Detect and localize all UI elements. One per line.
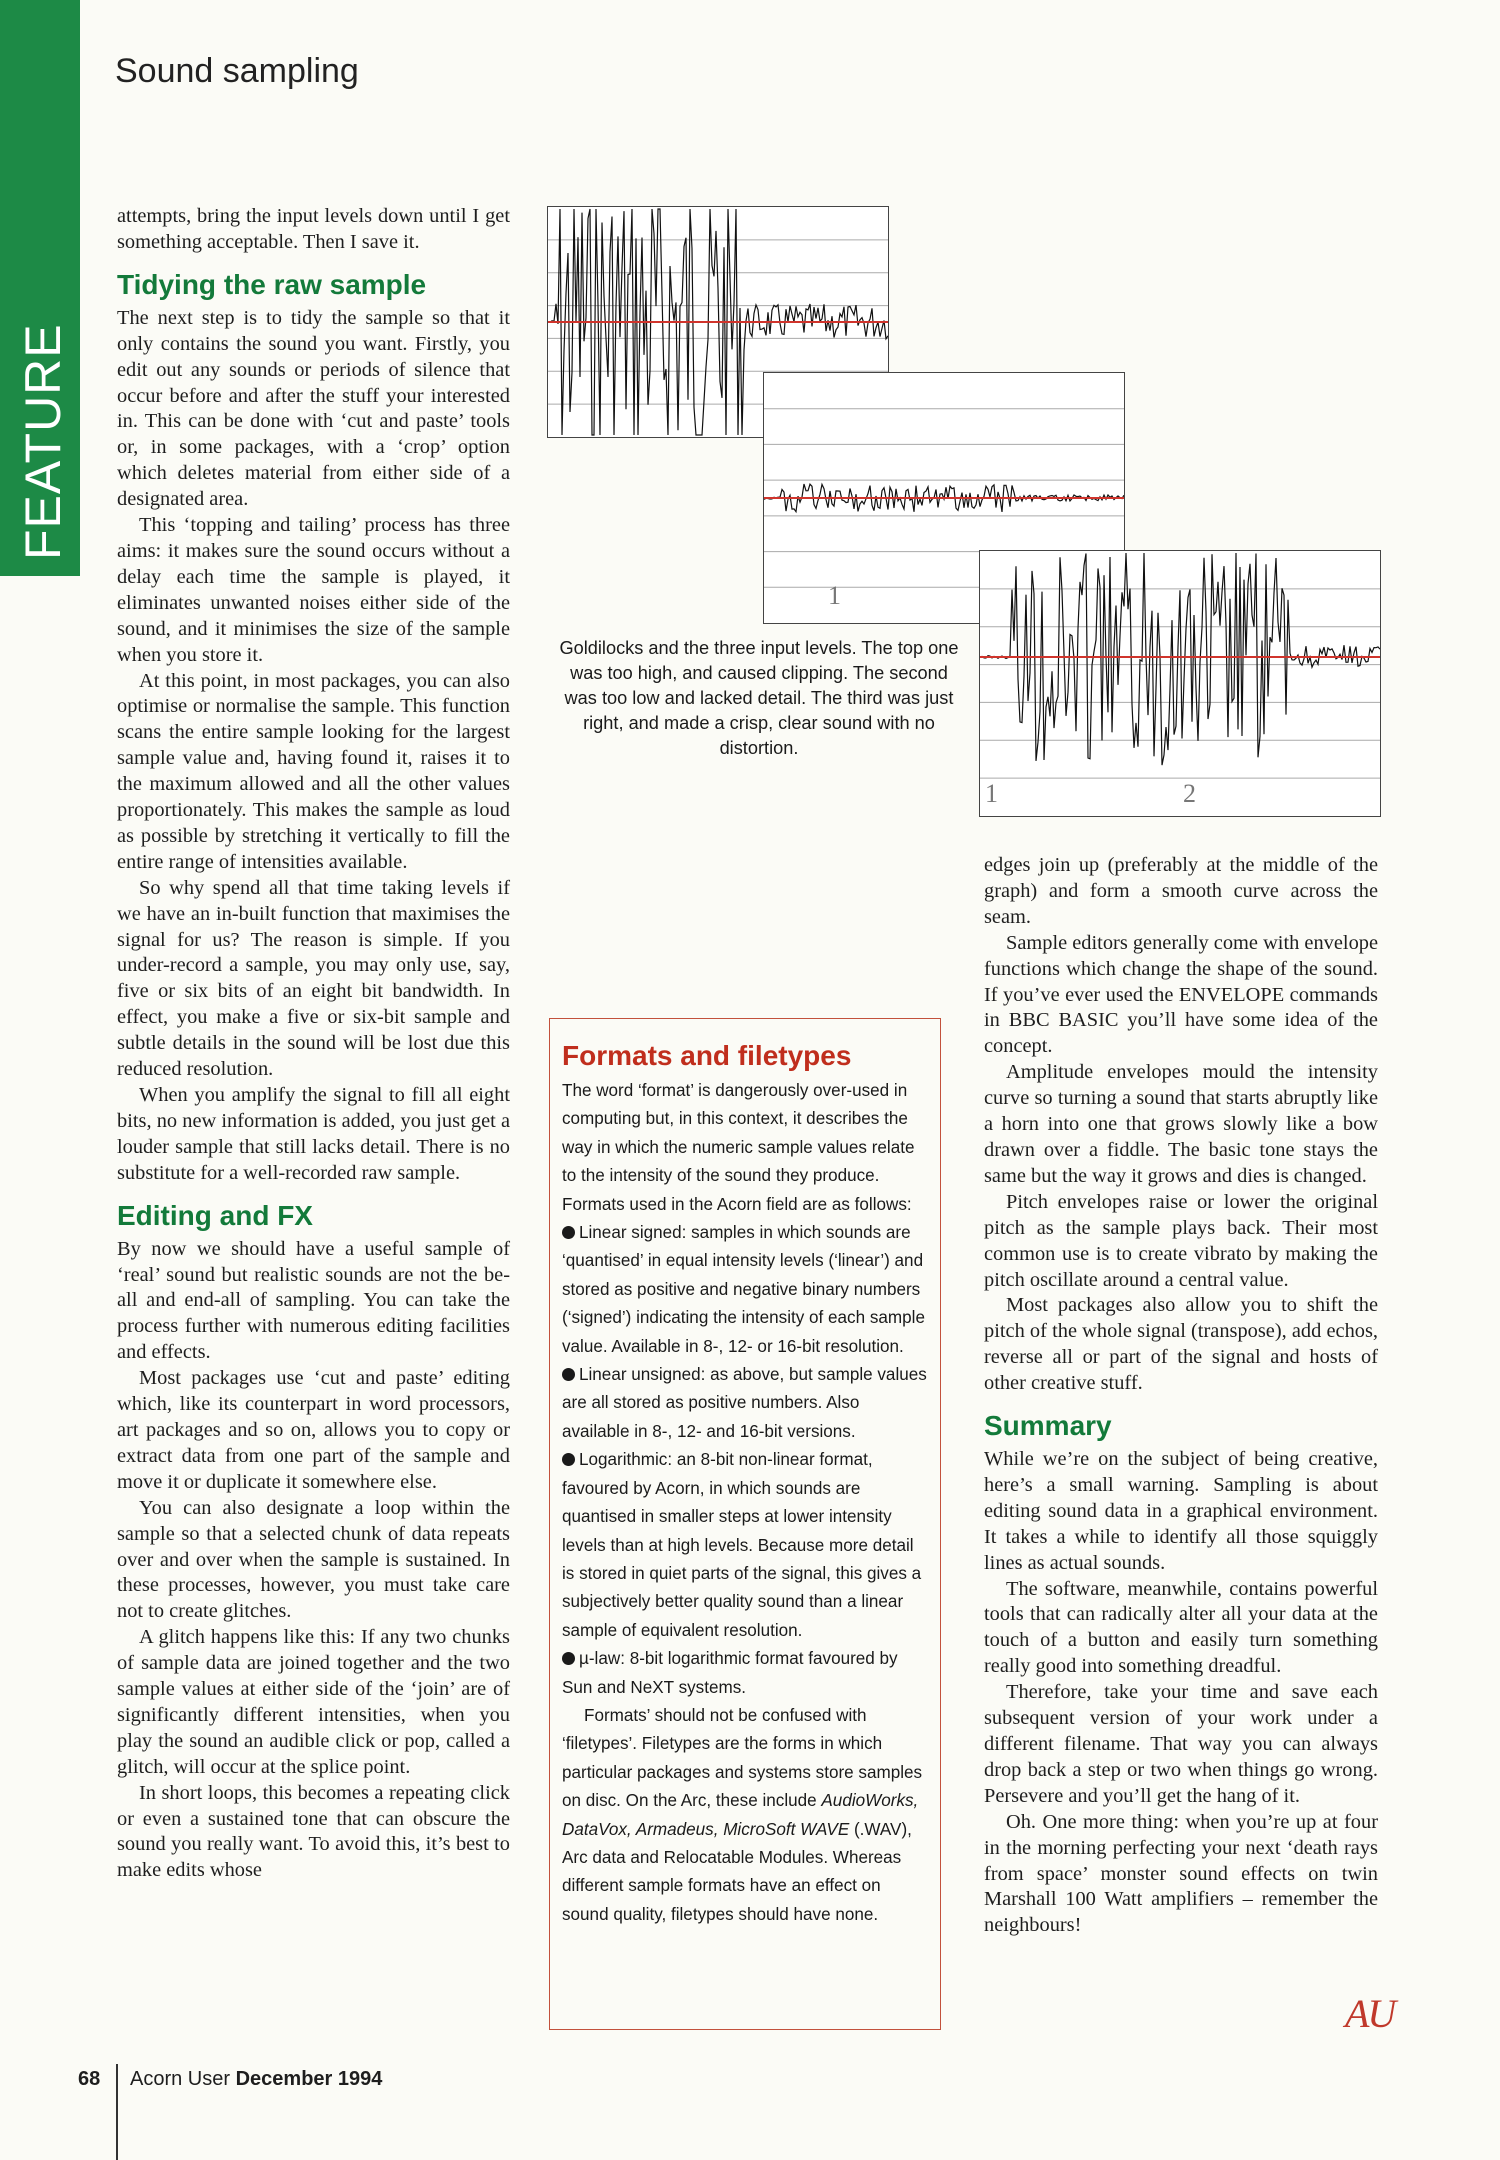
- bullet-icon: [562, 1453, 575, 1466]
- footer-rule: [116, 2064, 118, 2160]
- bullet-icon: [562, 1226, 575, 1239]
- paragraph: Pitch envelopes raise or lower the original pitch as the sample plays back. Their most common use is to create vibrato by making the pitch oscillate around a central value.: [984, 1190, 1378, 1291]
- paragraph: While we’re on the subject of being creative, here’s a small warning. Sampling is about editing sound data in a graphical environment. It takes a while to identify all those squiggly lines as actual sounds.: [984, 1448, 1378, 1574]
- section-tab-label: FEATURE: [15, 323, 71, 560]
- paragraph: Sample editors generally come with envelope functions which change the shape of the sound. If you’ve ever used the ENVELOPE commands in BBC BASIC you’ll have some idea of the concept.: [984, 931, 1379, 1058]
- heading-summary: Summary: [984, 1410, 1112, 1442]
- paragraph: So why spend all that time taking levels if we have an in-built function that maximises the signal for us? The reason is simple. If you under-record a sample, you may only use, say, five or six bits of an eight bit bandwidth. In effect, you make a five or six-bit sample and subtle details in the sound will be lost due this reduced resolution.: [117, 876, 510, 1081]
- paragraph: Therefore, take your time and save each subsequent version of your work under a different filename. That way you can always drop back a step or two when things go wrong. Persevere and you’ll get the hang of it.: [984, 1681, 1378, 1807]
- paragraph: When you amplify the signal to fill all eight bits, no new information is added, you just get a louder sample that still lacks detail. There is no substitute for a well-recorded raw sample.: [117, 1084, 510, 1184]
- paragraph: You can also designate a loop within the sample so that a selected chunk of data repeats over and over when the sample is sustained. In these processes, however, you must take care not to create glitches.: [117, 1496, 510, 1623]
- heading-tidying: Tidying the raw sample: [117, 268, 427, 300]
- bullet-item: Linear signed: samples in which sounds are ‘quantised’ in equal intensity levels (‘linear’) and stored as positive and negative binary numbers (‘signed’) indicating the intensity of each sample value. Available in 8-, 12- or 16-bit resolution.: [562, 1223, 925, 1356]
- heading-editing: Editing and FX: [117, 1199, 313, 1231]
- graph-axis-label: 2: [1183, 779, 1196, 808]
- column-c: [984, 853, 1378, 1939]
- paragraph: In short loops, this becomes a repeating click or even a sustained tone that can obscure the sound you really want. To avoid this, it’s best to make edits whose: [117, 1781, 510, 1882]
- figure-caption: Goldilocks and the three input levels. The top one was too high, and caused clipping. The second was too low and lacked detail. The third was just right, and made a crisp, clear sound with no distortion.: [559, 638, 959, 758]
- bullet-icon: [562, 1368, 575, 1381]
- bullet-icon: [562, 1652, 575, 1665]
- paragraph: By now we should have a useful sample of ‘real’ sound but realistic sounds are not the be-all and end-all of sampling. You can take the process further with numerous editing facilities and effects.: [117, 1237, 510, 1364]
- sidebar-formats: [549, 1018, 941, 2030]
- footer-publication: Acorn User December 1994: [130, 2068, 383, 2090]
- end-logo: AU: [1345, 1991, 1395, 2036]
- paragraph: This ‘topping and tailing’ process has three aims: it makes sure the sound occurs without a delay each time the sample is played, it eliminates unwanted noises either side of the sound, and it minimises the size of the sample when you store it.: [117, 514, 510, 666]
- paragraph: The next step is to tidy the sample so that it only contains the sound you want. Firstly, you edit out any sounds or periods of silence that occur before and after the stuff your interested in. This can be done with ‘cut and paste’ tools or, in some packages, with a ‘crop’ option which deletes material from either side of a designated area.: [117, 306, 510, 511]
- paragraph: Most packages also allow you to shift the pitch of the whole signal (transpose), add echos, reverse all or part of the signal and hosts of other creative stuff.: [984, 1294, 1378, 1395]
- column-a: [117, 204, 510, 1884]
- section-title: Sound sampling: [115, 52, 359, 90]
- sidebar-title: Formats and filetypes: [562, 1040, 852, 1071]
- paragraph: Amplitude envelopes mould the intensity curve so turning a sound that starts abruptly like a horn into one that grows slowly like a bow drawn over a fiddle. The basic tone stays the same but the way it grows and dies is changed.: [984, 1061, 1378, 1187]
- bullet-item: Logarithmic: an 8-bit non-linear format, favoured by Acorn, in which sounds are quantised in smaller steps at lower intensity levels than at high levels. Because more detail is stored in quiet parts of the signal, this gives a subjectively better quality sound than a linear sample of equivalent resolution.: [562, 1450, 922, 1640]
- sidebar-outro: Formats’ should not be confused with ‘filetypes’. Filetypes are the forms in which particular packages and systems store samples on disc. On the Arc, these include AudioWorks, DataVox, Armadeus, MicroSoft WAVE (.WAV), Arc data and Relocatable Modules. Whereas different sample formats have an effect on sound quality, filetypes should have none.: [562, 1705, 923, 1924]
- paragraph: At this point, in most packages, you can also optimise or normalise the sample. This function scans the entire sample looking for the largest sample value and, having found it, raises it to the maximum allowed and all the other values proportionately. This makes the sample as loud as possible by stretching it vertically to fill the entire range of intensities available.: [117, 669, 510, 873]
- waveform-graph-correct: [979, 550, 1381, 817]
- paragraph: attempts, bring the input levels down until I get something acceptable. Then I save it.: [117, 205, 510, 253]
- paragraph: Most packages use ‘cut and paste’ editing which, like its counterpart in word processors, art packages and so on, allows you to copy or extract data from one part of the sample and move it or duplicate it somewhere else.: [117, 1367, 510, 1493]
- sidebar-intro: The word ‘format’ is dangerously over-used in computing but, in this context, it describes the way in which the numeric sample values relate to the intensity of the sound they produce. Formats used in the Acorn field are as follows:: [562, 1081, 915, 1214]
- paragraph: The software, meanwhile, contains powerful tools that can radically alter all your data at the touch of a button and easily turn something really good into something dreadful.: [984, 1577, 1378, 1678]
- paragraph: edges join up (preferably at the middle of the graph) and form a smooth curve across the seam.: [984, 854, 1378, 928]
- graph-axis-label: 1: [985, 779, 998, 808]
- bullet-item: Linear unsigned: as above, but sample values are all stored as positive numbers. Also available in 8-, 12- and 16-bit versions.: [562, 1365, 927, 1441]
- paragraph: Oh. One more thing: when you’re up at four in the morning perfecting your next ‘death rays from space’ monster sound effects on twin Marshall 100 Watt amplifiers – remember the neighbours!: [984, 1810, 1378, 1937]
- graph-axis-label: 1: [828, 581, 841, 610]
- bullet-item: µ-law: 8-bit logarithmic format favoured by Sun and NeXT systems.: [562, 1649, 898, 1697]
- paragraph: A glitch happens like this: If any two chunks of sample data are joined together and the two sample values at either side of the ‘join’ are of significantly different intensities, when you play the sound an audible click or pop, called a glitch, will occur at the splice point.: [117, 1626, 510, 1778]
- page-number: 68: [78, 2068, 101, 2090]
